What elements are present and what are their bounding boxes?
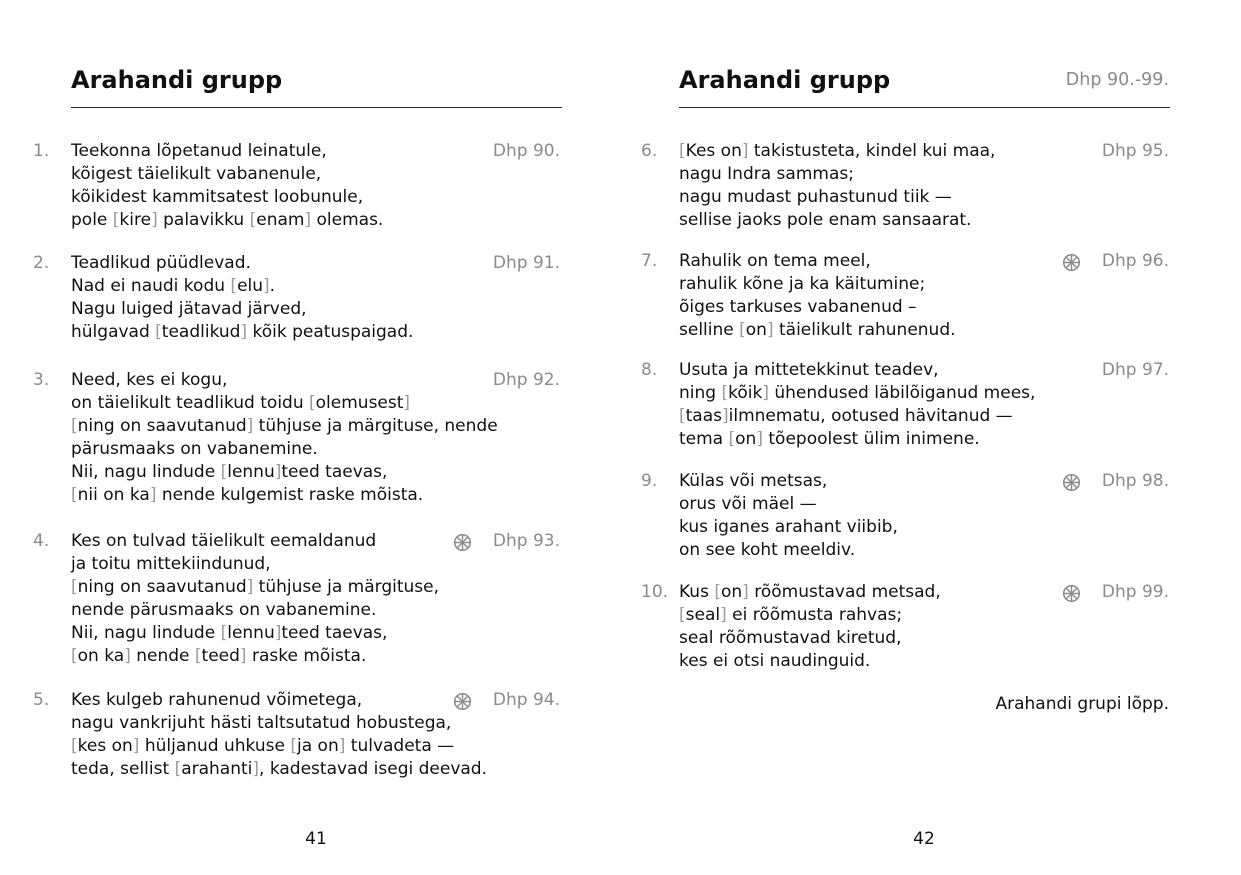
verse-line: pärusmaaks on vabanemine. xyxy=(71,439,318,459)
verse-line: [ning on saavutanud] tühjuse ja märgituse, xyxy=(71,577,440,597)
verse-number: 10. xyxy=(641,582,669,602)
verse-line: Teekonna lõpetanud leinatule, xyxy=(71,141,327,161)
verse-number: 6. xyxy=(641,141,658,161)
verse-number: 9. xyxy=(641,471,658,491)
verse-line: Teadlikud püüdlevad. xyxy=(71,253,251,273)
verse-line: [on ka] nende [teed] raske mõista. xyxy=(71,646,367,666)
verse-number: 7. xyxy=(641,251,658,271)
verse-line: pole [kire] palavikku [enam] olemas. xyxy=(71,210,384,230)
verse xyxy=(0,140,620,232)
verse-line: sellise jaoks pole enam sansaarat. xyxy=(679,210,972,230)
verse-number: 5. xyxy=(33,690,50,710)
verse-line: rahulik kõne ja ka käitumine; xyxy=(679,274,926,294)
verse xyxy=(0,689,620,781)
verse-line: nagu Indra sammas; xyxy=(679,164,854,184)
verse-number: 2. xyxy=(33,253,50,273)
verse-line: [seal] ei rõõmusta rahvas; xyxy=(679,605,903,625)
verse-reference: Dhp 94. xyxy=(492,690,560,710)
verse-reference: Dhp 93. xyxy=(492,531,560,551)
verse-line: orus või mäel — xyxy=(679,494,817,514)
verse xyxy=(0,530,620,668)
verse-line: selline [on] täielikult rahunenud. xyxy=(679,320,956,340)
left-page xyxy=(0,0,620,875)
verse-line: Usuta ja mittetekkinut teadev, xyxy=(679,360,939,380)
verse-reference: Dhp 92. xyxy=(492,370,560,390)
verse-line: ning [kõik] ühendused läbilõiganud mees, xyxy=(679,383,1036,403)
verse-line: hülgavad [teadlikud] kõik peatuspaigad. xyxy=(71,322,414,342)
page-title: Arahandi grupp xyxy=(71,66,283,94)
verse-line: on täielikult teadlikud toidu [olemusest] xyxy=(71,393,411,413)
verse-line: nagu vankrijuht hästi taltsutatud hobustega, xyxy=(71,713,452,733)
verse-reference: Dhp 91. xyxy=(492,253,560,273)
verse-line: Nii, nagu lindude [lennu]teed taevas, xyxy=(71,623,388,643)
verse-line: [nii on ka] nende kulgemist raske mõista. xyxy=(71,485,424,505)
verse-line: Kes on tulvad täielikult eemaldanud xyxy=(71,531,377,551)
verse-reference: Dhp 96. xyxy=(1101,251,1169,271)
verse xyxy=(620,470,1240,562)
header-reference: Dhp 90.-99. xyxy=(1065,70,1169,90)
verse-number: 4. xyxy=(33,531,50,551)
verse-line: Külas või metsas, xyxy=(679,471,828,491)
verse-reference: Dhp 97. xyxy=(1101,360,1169,380)
verse-line: kus iganes arahant viibib, xyxy=(679,517,898,537)
verse-reference: Dhp 90. xyxy=(492,141,560,161)
page-number: 41 xyxy=(305,829,327,849)
verse-line: [kes on] hüljanud uhkuse [ja on] tulvadeta — xyxy=(71,736,455,756)
verse-line: Kus [on] rõõmustavad metsad, xyxy=(679,582,941,602)
verse-line: [Kes on] takistusteta, kindel kui maa, xyxy=(679,141,996,161)
verse-line: nagu mudast puhastunud tiik — xyxy=(679,187,952,207)
verse xyxy=(0,369,620,507)
verse-line: nende pärusmaaks on vabanemine. xyxy=(71,600,377,620)
verse-line: seal rõõmustavad kiretud, xyxy=(679,628,902,648)
verse-line: ja toitu mittekiindunud, xyxy=(71,554,271,574)
verse-line: [ning on saavutanud] tühjuse ja märgituse, nende xyxy=(71,416,498,436)
verse-line: tema [on] tõepoolest ülim inimene. xyxy=(679,429,980,449)
verse-line: Rahulik on tema meel, xyxy=(679,251,871,271)
page-title: Arahandi grupp xyxy=(679,66,891,94)
right-page xyxy=(620,0,1240,875)
verse-line: kõikidest kammitsatest loobunule, xyxy=(71,187,364,207)
verse xyxy=(620,250,1240,342)
verse-line: teda, sellist [arahanti], kadestavad isegi deevad. xyxy=(71,759,488,779)
verse-line: on see koht meeldiv. xyxy=(679,540,856,560)
verse-reference: Dhp 95. xyxy=(1101,141,1169,161)
verse-number: 8. xyxy=(641,360,658,380)
verse-line: Nagu luiged jätavad järved, xyxy=(71,299,307,319)
verse-line: õiges tarkuses vabanenud – xyxy=(679,297,917,317)
verse-reference: Dhp 99. xyxy=(1101,582,1169,602)
verse-line: kõigest täielikult vabanenule, xyxy=(71,164,322,184)
title-rule xyxy=(71,107,562,108)
verse xyxy=(620,581,1240,673)
page-number: 42 xyxy=(913,829,935,849)
verse-line: Nii, nagu lindude [lennu]teed taevas, xyxy=(71,462,388,482)
verse xyxy=(620,359,1240,451)
verse-reference: Dhp 98. xyxy=(1101,471,1169,491)
verse-number: 1. xyxy=(33,141,50,161)
title-rule xyxy=(679,107,1170,108)
chapter-closing: Arahandi grupi lõpp. xyxy=(995,694,1169,714)
verse-line: kes ei otsi naudinguid. xyxy=(679,651,871,671)
verse-line: Kes kulgeb rahunenud võimetega, xyxy=(71,690,363,710)
verse xyxy=(0,252,620,344)
verse-line: Need, kes ei kogu, xyxy=(71,370,228,390)
verse xyxy=(620,140,1240,232)
verse-number: 3. xyxy=(33,370,50,390)
verse-line: Nad ei naudi kodu [elu]. xyxy=(71,276,276,296)
verse-line: [taas]ilmnematu, ootused hävitanud — xyxy=(679,406,1013,426)
